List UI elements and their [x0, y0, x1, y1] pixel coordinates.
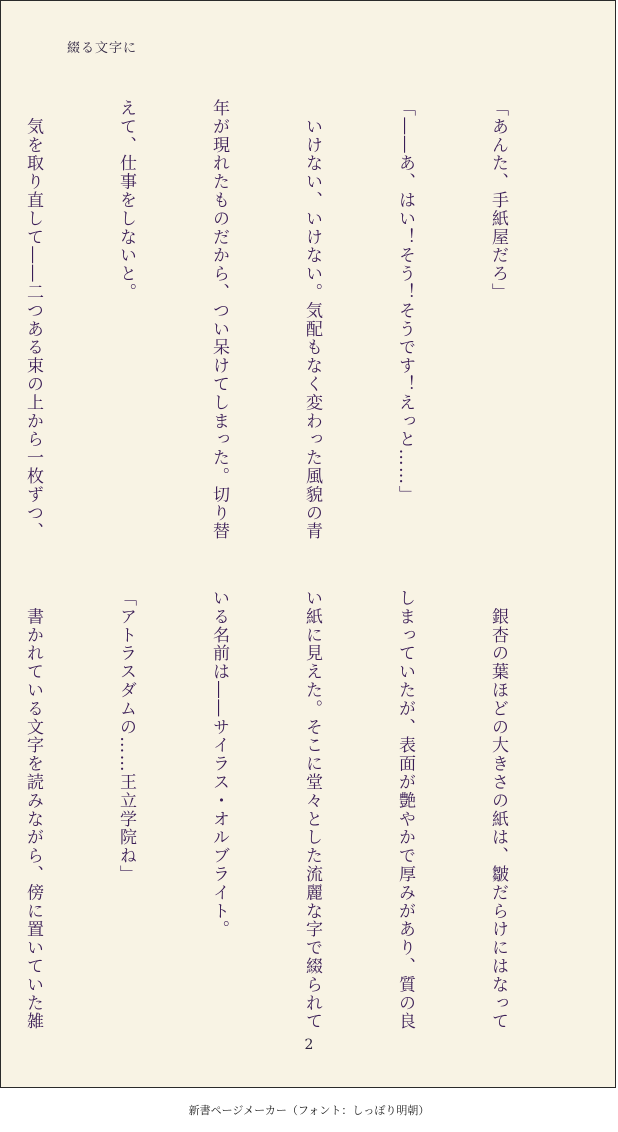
text-line: いけない、いけない。気配もなく変わった風貌の青 — [302, 99, 322, 541]
page-number: 2 — [304, 1037, 314, 1053]
text-line: 気を取り直して――二つある束の上から一枚ずつ、 — [23, 99, 43, 541]
text-line: 「――あ、はい！そう！そうです！えっと……」 — [395, 99, 415, 504]
text-line: 書かれている文字を読みながら、傍に置いていた雑 — [23, 589, 43, 1031]
footer-caption: 新書ページメーカー（フォント：しっぽり明朝） — [188, 1104, 430, 1117]
upper-text-block — [0, 99, 575, 569]
text-line: えて、仕事をしないと。 — [116, 99, 136, 302]
text-line: 「アトラスダムの……王立学院ね」 — [116, 589, 136, 884]
lower-text-block — [0, 589, 575, 1029]
text-line: 銀杏の葉ほどの大きさの紙は、皺だらけにはなって — [488, 589, 508, 1031]
text-line: 年が現れたものだから、つい呆けてしまった。切り替 — [209, 99, 229, 541]
text-line: しまっていたが、表面が艶やかで厚みがあり、質の良 — [395, 589, 415, 1031]
running-title: 綴る文字に — [67, 41, 138, 56]
text-line: いる名前は――サイラス・オルブライト。 — [209, 589, 229, 939]
text-line: い紙に見えた。そこに堂々とした流麗な字で綴られて — [302, 589, 322, 1031]
text-line: 「あんた、手紙屋だろ」 — [488, 99, 508, 302]
